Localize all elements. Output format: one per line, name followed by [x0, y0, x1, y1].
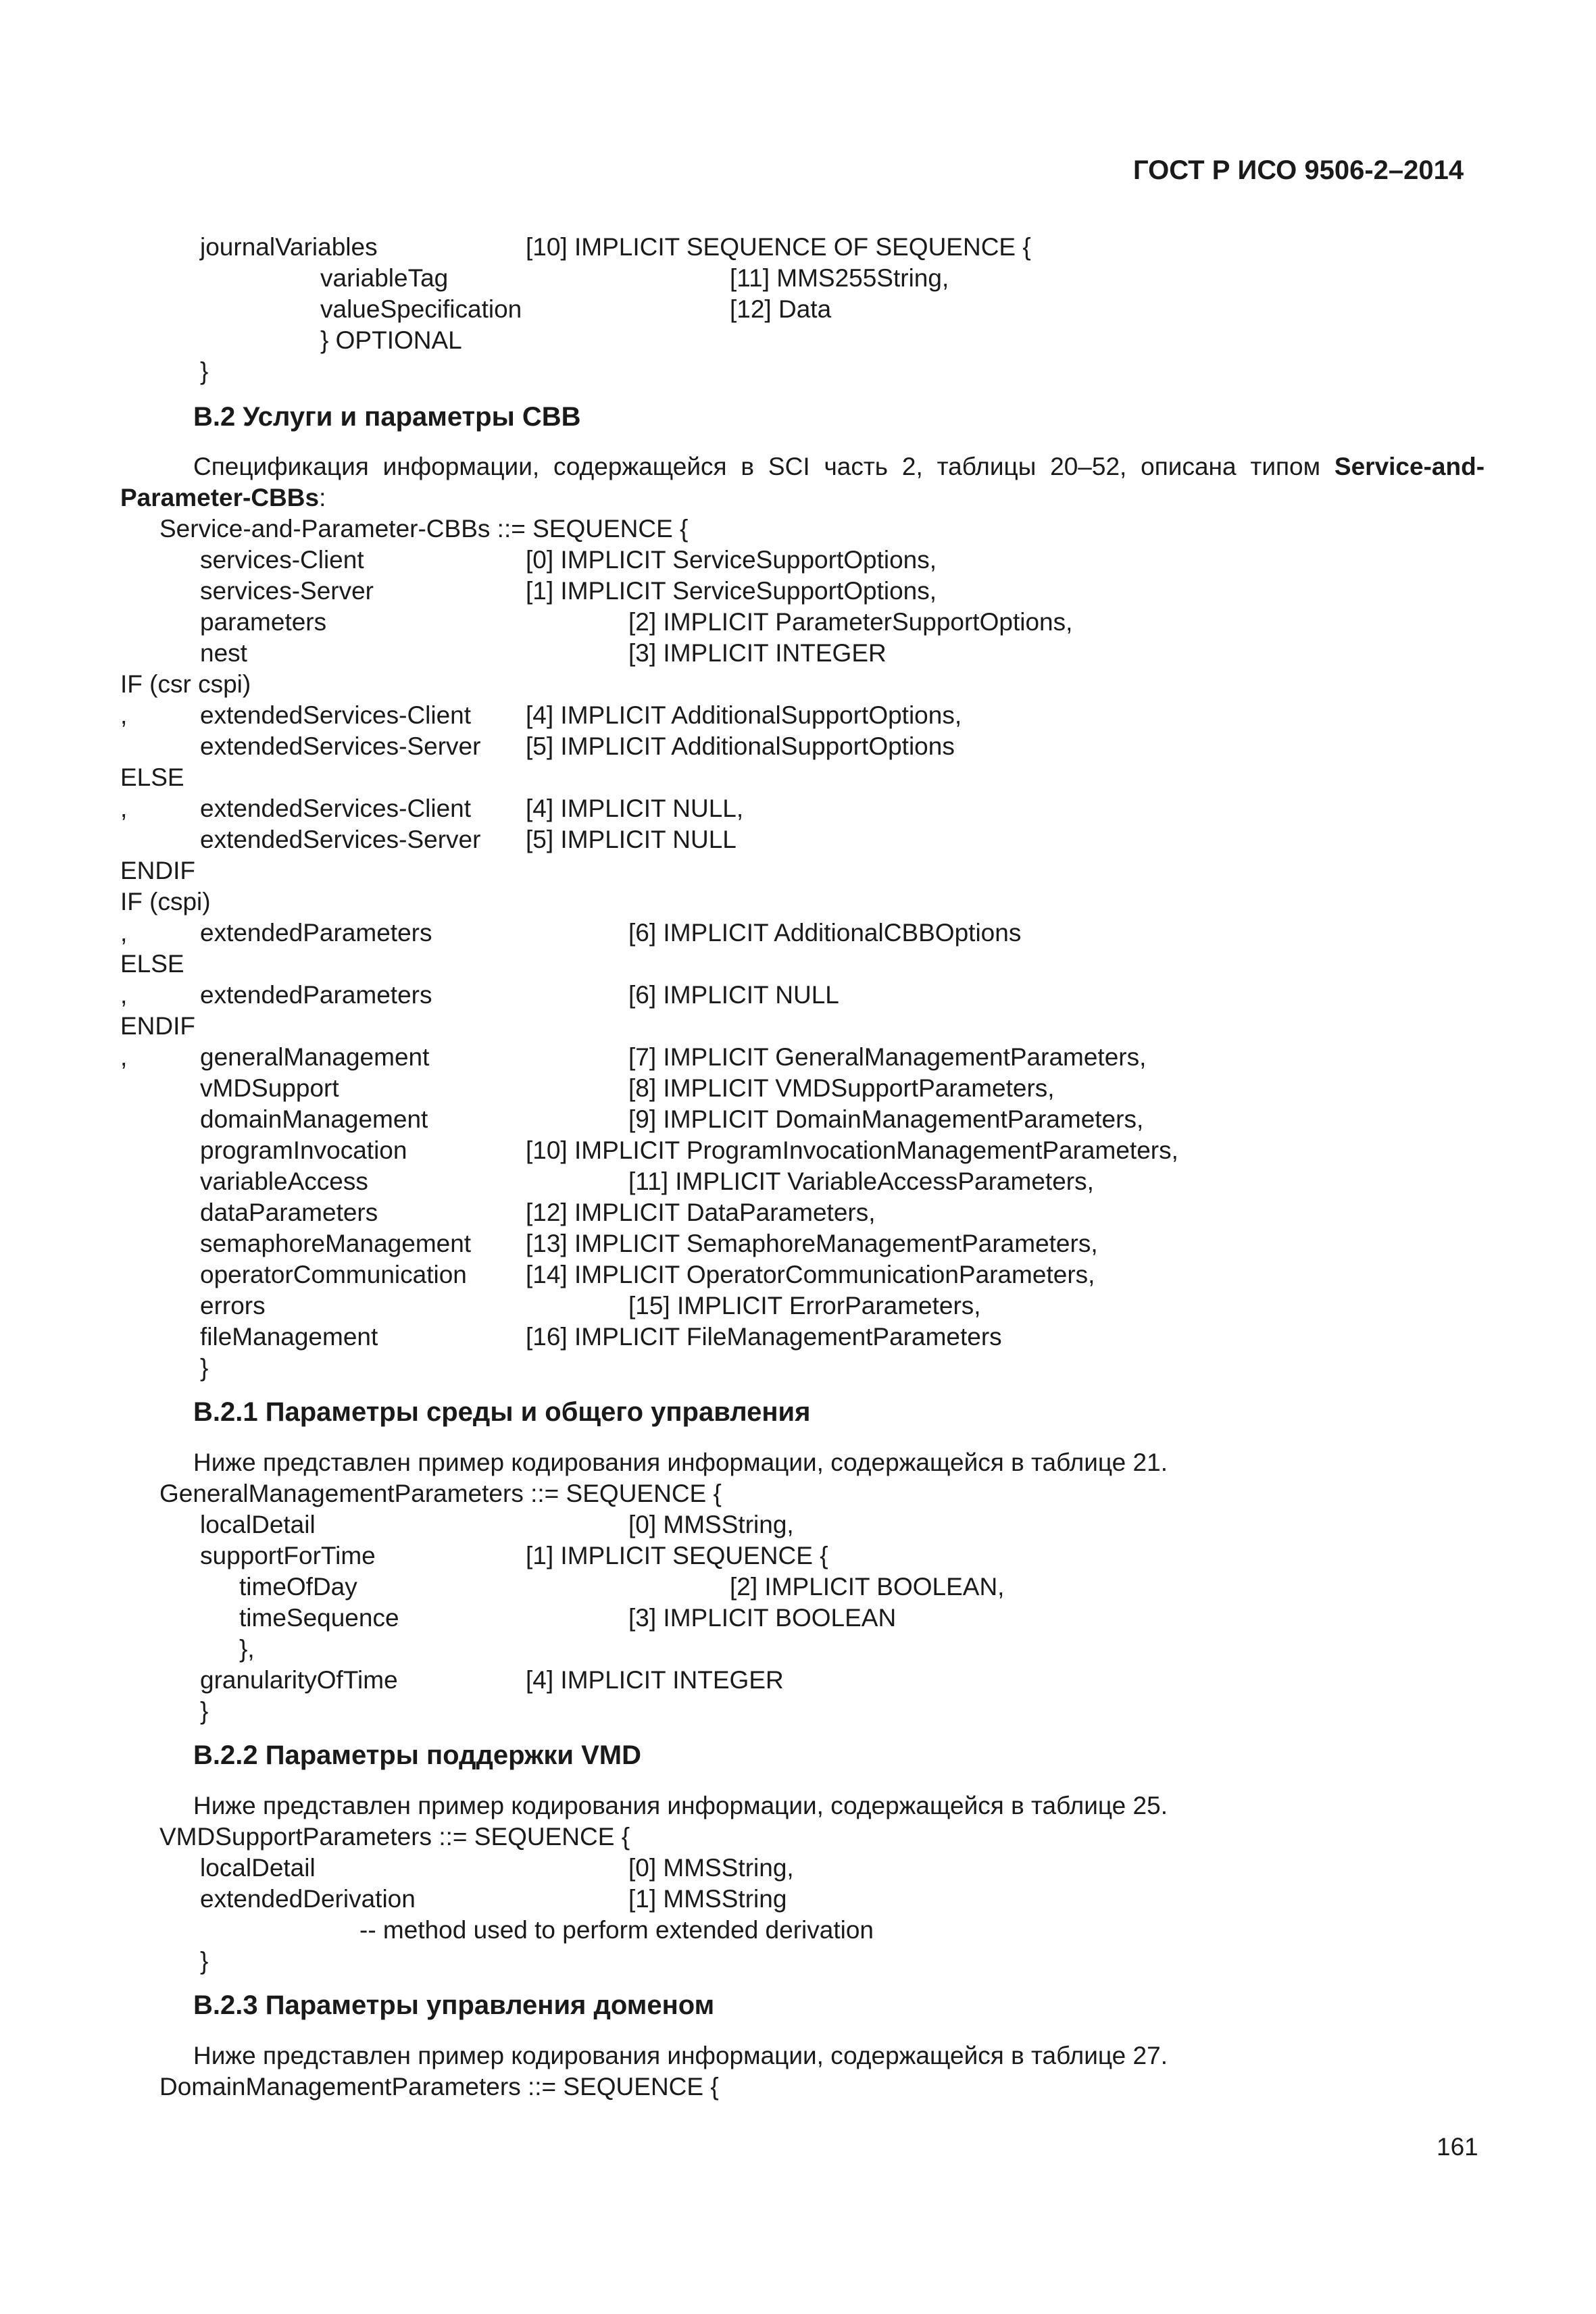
code-line: valueSpecification [320, 295, 522, 323]
code-line: timeSequence [239, 1604, 399, 1632]
intro-paragraph: Ниже представлен пример кодирования информации, содержащейся в таблице 25. [193, 1792, 1168, 1819]
code-line: domainManagement [200, 1105, 428, 1133]
code-line: [11] MMS255String, [730, 264, 949, 292]
intro-type-name: Parameter-CBBs [120, 484, 320, 511]
code-line: [8] IMPLICIT VMDSupportParameters, [628, 1074, 1055, 1102]
section-heading: В.2.3 Параметры управления доменом [193, 1990, 715, 2020]
intro-paragraph-cont [120, 482, 326, 513]
intro-text: Спецификация информации, содержащейся в SCI часть 2, таблицы 20–52, описана типом [193, 453, 1321, 480]
code-line: extendedServices-Client [200, 701, 472, 729]
code-line: [10] IMPLICIT ProgramInvocationManagementParameters, [526, 1136, 1178, 1164]
intro-colon: : [319, 484, 326, 511]
code-comma: , [120, 981, 128, 1009]
section-heading: В.2 Услуги и параметры CBB [193, 402, 581, 432]
code-line: } [200, 1697, 209, 1725]
code-line: GeneralManagementParameters ::= SEQUENCE { [159, 1480, 722, 1507]
code-line: IF (csr cspi) [120, 670, 251, 698]
code-line: [5] IMPLICIT AdditionalSupportOptions [526, 732, 955, 760]
code-line: [4] IMPLICIT INTEGER [526, 1666, 784, 1694]
code-line: ENDIF [120, 857, 195, 884]
code-line: generalManagement [200, 1043, 430, 1071]
code-line: [16] IMPLICIT FileManagementParameters [526, 1323, 1002, 1351]
code-line: [10] IMPLICIT SEQUENCE OF SEQUENCE { [526, 233, 1031, 261]
code-line: DomainManagementParameters ::= SEQUENCE { [159, 2073, 719, 2101]
intro-paragraph: Ниже представлен пример кодирования информации, содержащейся в таблице 21. [193, 1449, 1168, 1476]
code-line: }, [239, 1635, 255, 1663]
code-line: localDetail [200, 1854, 316, 1882]
code-line: [6] IMPLICIT AdditionalCBBOptions [628, 919, 1022, 947]
code-line: [2] IMPLICIT ParameterSupportOptions, [628, 608, 1073, 636]
code-line: [0] IMPLICIT ServiceSupportOptions, [526, 546, 937, 574]
code-line: } OPTIONAL [320, 326, 462, 354]
intro-type-name: Service-and- [1334, 453, 1485, 480]
code-line: [1] IMPLICIT ServiceSupportOptions, [526, 577, 937, 605]
code-line: } [200, 1354, 209, 1382]
code-line: semaphoreManagement [200, 1230, 472, 1257]
code-line: [3] IMPLICIT INTEGER [628, 639, 887, 667]
code-line: extendedDerivation [200, 1885, 416, 1913]
code-line: extendedParameters [200, 981, 432, 1009]
code-line: errors [200, 1292, 266, 1319]
code-line: fileManagement [200, 1323, 378, 1351]
code-line: [6] IMPLICIT NULL [628, 981, 839, 1009]
code-line: localDetail [200, 1511, 316, 1538]
code-line: parameters [200, 608, 327, 636]
code-line: vMDSupport [200, 1074, 339, 1102]
code-line: timeOfDay [239, 1573, 357, 1601]
code-line: [2] IMPLICIT BOOLEAN, [730, 1573, 1005, 1601]
code-line: [12] Data [730, 295, 832, 323]
code-line: variableTag [320, 264, 449, 292]
code-line: [0] MMSString, [628, 1511, 794, 1538]
code-line: services-Server [200, 577, 374, 605]
code-line: [15] IMPLICIT ErrorParameters, [628, 1292, 981, 1319]
code-line: dataParameters [200, 1199, 378, 1226]
code-line: supportForTime [200, 1542, 376, 1569]
code-comma: , [120, 919, 128, 947]
code-line: [3] IMPLICIT BOOLEAN [628, 1604, 897, 1632]
code-line: [13] IMPLICIT SemaphoreManagementParameters, [526, 1230, 1098, 1257]
code-line: [0] MMSString, [628, 1854, 794, 1882]
code-comma: , [120, 1043, 128, 1071]
intro-paragraph [193, 451, 1485, 482]
intro-paragraph: Ниже представлен пример кодирования информации, содержащейся в таблице 27. [193, 2042, 1168, 2069]
code-line: } [200, 357, 209, 385]
code-line: ENDIF [120, 1012, 195, 1040]
section-heading: В.2.2 Параметры поддержки VMD [193, 1740, 641, 1770]
code-line: VMDSupportParameters ::= SEQUENCE { [159, 1823, 630, 1851]
code-line: [1] IMPLICIT SEQUENCE { [526, 1542, 828, 1569]
code-line: granularityOfTime [200, 1666, 398, 1694]
code-line: programInvocation [200, 1136, 407, 1164]
code-line: operatorCommunication [200, 1261, 467, 1288]
code-line: [12] IMPLICIT DataParameters, [526, 1199, 876, 1226]
code-line: ELSE [120, 950, 184, 978]
code-line: extendedServices-Client [200, 795, 472, 822]
code-line: [7] IMPLICIT GeneralManagementParameters, [628, 1043, 1147, 1071]
code-line: journalVariables [200, 233, 378, 261]
code-line: ELSE [120, 763, 184, 791]
page-number: 161 [1437, 2133, 1478, 2161]
code-line: [4] IMPLICIT NULL, [526, 795, 744, 822]
code-line: extendedServices-Server [200, 732, 481, 760]
standard-header: ГОСТ Р ИСО 9506-2–2014 [1133, 155, 1464, 185]
code-line: Service-and-Parameter-CBBs ::= SEQUENCE { [159, 515, 689, 543]
code-comment: -- method used to perform extended derivation [359, 1916, 874, 1944]
code-line: services-Client [200, 546, 364, 574]
code-line: [5] IMPLICIT NULL [526, 826, 737, 853]
code-comma: , [120, 701, 128, 729]
section-heading: В.2.1 Параметры среды и общего управления [193, 1397, 811, 1427]
code-line: [9] IMPLICIT DomainManagementParameters, [628, 1105, 1144, 1133]
code-line: [4] IMPLICIT AdditionalSupportOptions, [526, 701, 962, 729]
code-line: nest [200, 639, 247, 667]
code-line: IF (cspi) [120, 888, 211, 915]
code-line: } [200, 1947, 209, 1975]
code-line: extendedServices-Server [200, 826, 481, 853]
code-line: variableAccess [200, 1167, 368, 1195]
code-line: [14] IMPLICIT OperatorCommunicationParameters, [526, 1261, 1095, 1288]
code-comma: , [120, 795, 128, 822]
code-line: extendedParameters [200, 919, 432, 947]
code-line: [11] IMPLICIT VariableAccessParameters, [628, 1167, 1094, 1195]
code-line: [1] MMSString [628, 1885, 787, 1913]
